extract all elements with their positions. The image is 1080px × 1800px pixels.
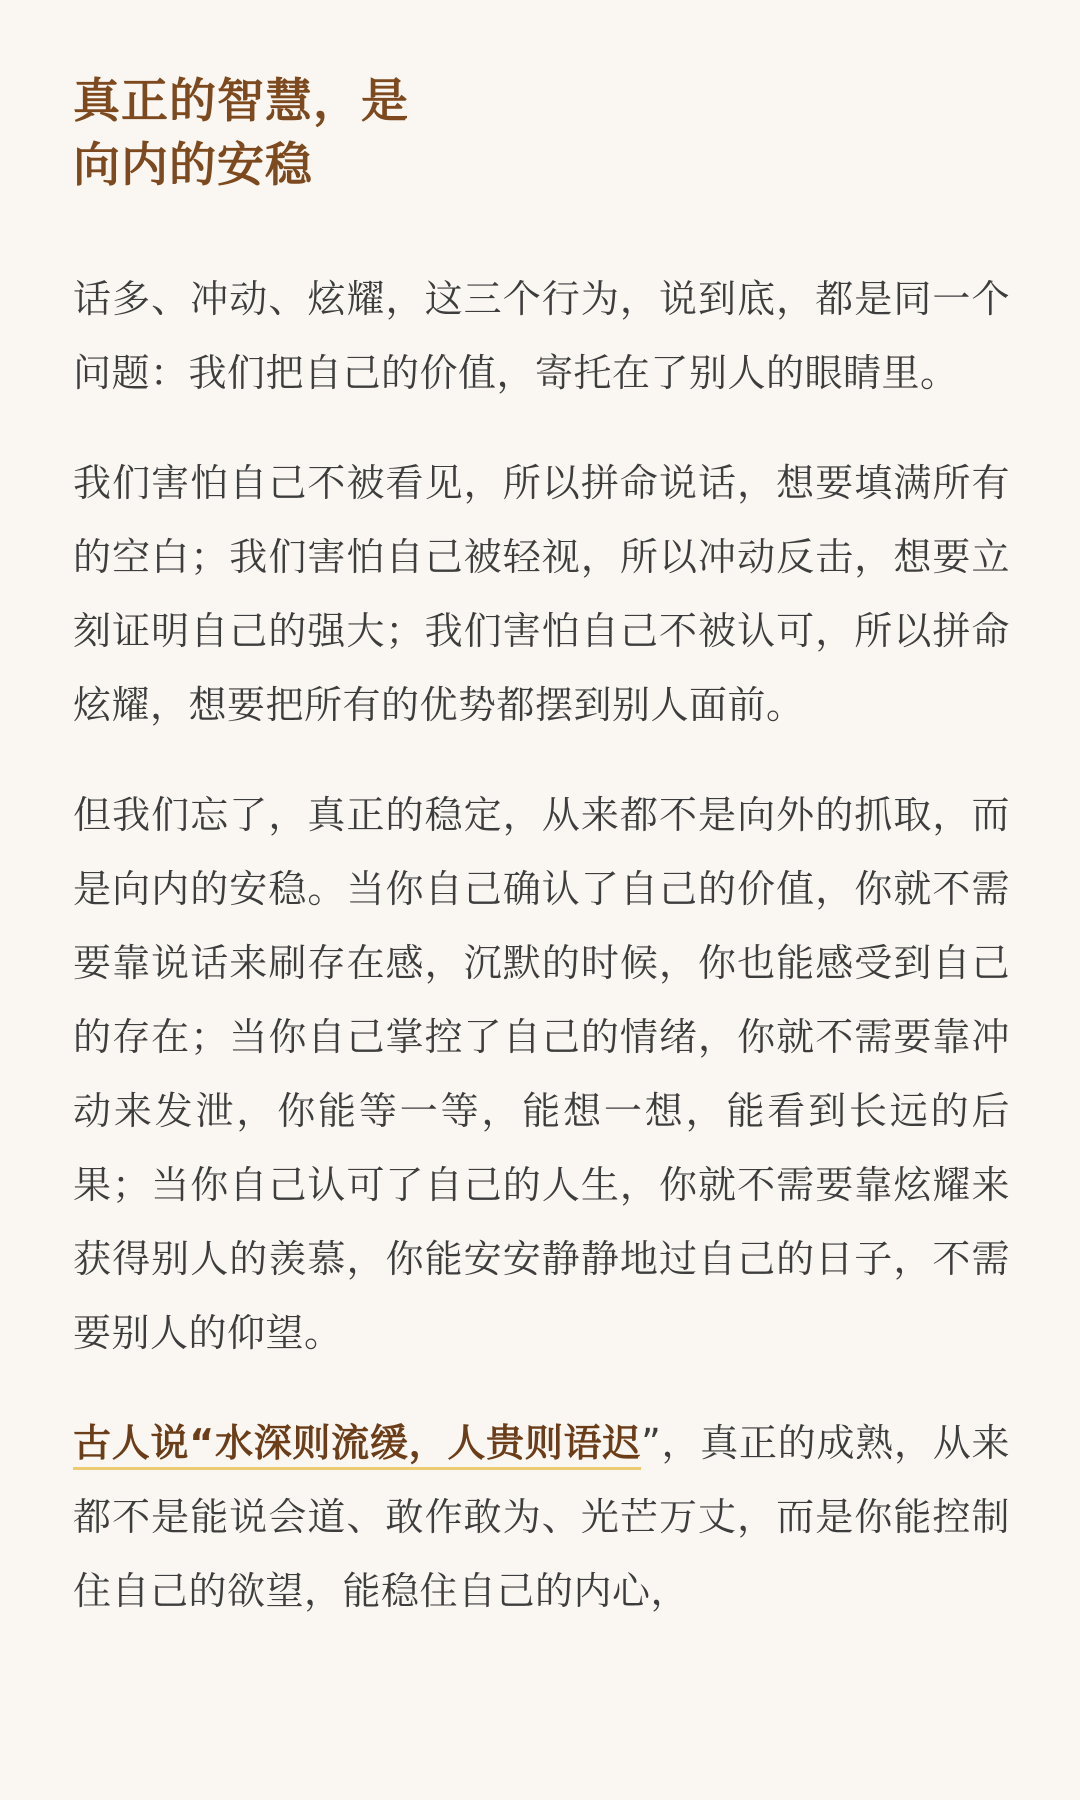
highlighted-quote: 古人说“水深则流缓，人贵则语迟 xyxy=(73,1421,641,1470)
paragraph-3: 但我们忘了，真正的稳定，从来都不是向外的抓取，而是向内的安稳。当你自己确认了自己的价值，你就不需要靠说话来刷存在感，沉默的时候，你也能感受到自己的存在；当你自己掌控了自己的情绪，你就不需要靠冲动来发泄，你能等一等，能想一想，能看到长远的后果；当你自己认可了自己的人生，你就不需要靠炫耀来获得别人的羡慕，你能安安静静地过自己的日子，不需要别人的仰望。 xyxy=(73,793,1010,1355)
paragraph-2: 我们害怕自己不被看见，所以拼命说话，想要填满所有的空白；我们害怕自己被轻视，所以冲动反击，想要立刻证明自己的强大；我们害怕自己不被认可，所以拼命炫耀，想要把所有的优势都摆到别人面前。 xyxy=(73,461,1010,727)
article-title xyxy=(73,70,1010,198)
paragraph-4 xyxy=(73,1406,1010,1628)
paragraph-4-text: ”，真正的成熟，从来都不是能说会道、敢作敢为、光芒万丈，而是你能控制住自己的欲望，能稳住自己的内心， xyxy=(73,1421,1010,1613)
title-line-1: 真正的智慧，是 xyxy=(73,74,409,129)
paragraph-1: 话多、冲动、炫耀，这三个行为，说到底，都是同一个问题：我们把自己的价值，寄托在了别人的眼睛里。 xyxy=(73,277,1010,395)
title-line-2: 向内的安稳 xyxy=(73,138,313,193)
